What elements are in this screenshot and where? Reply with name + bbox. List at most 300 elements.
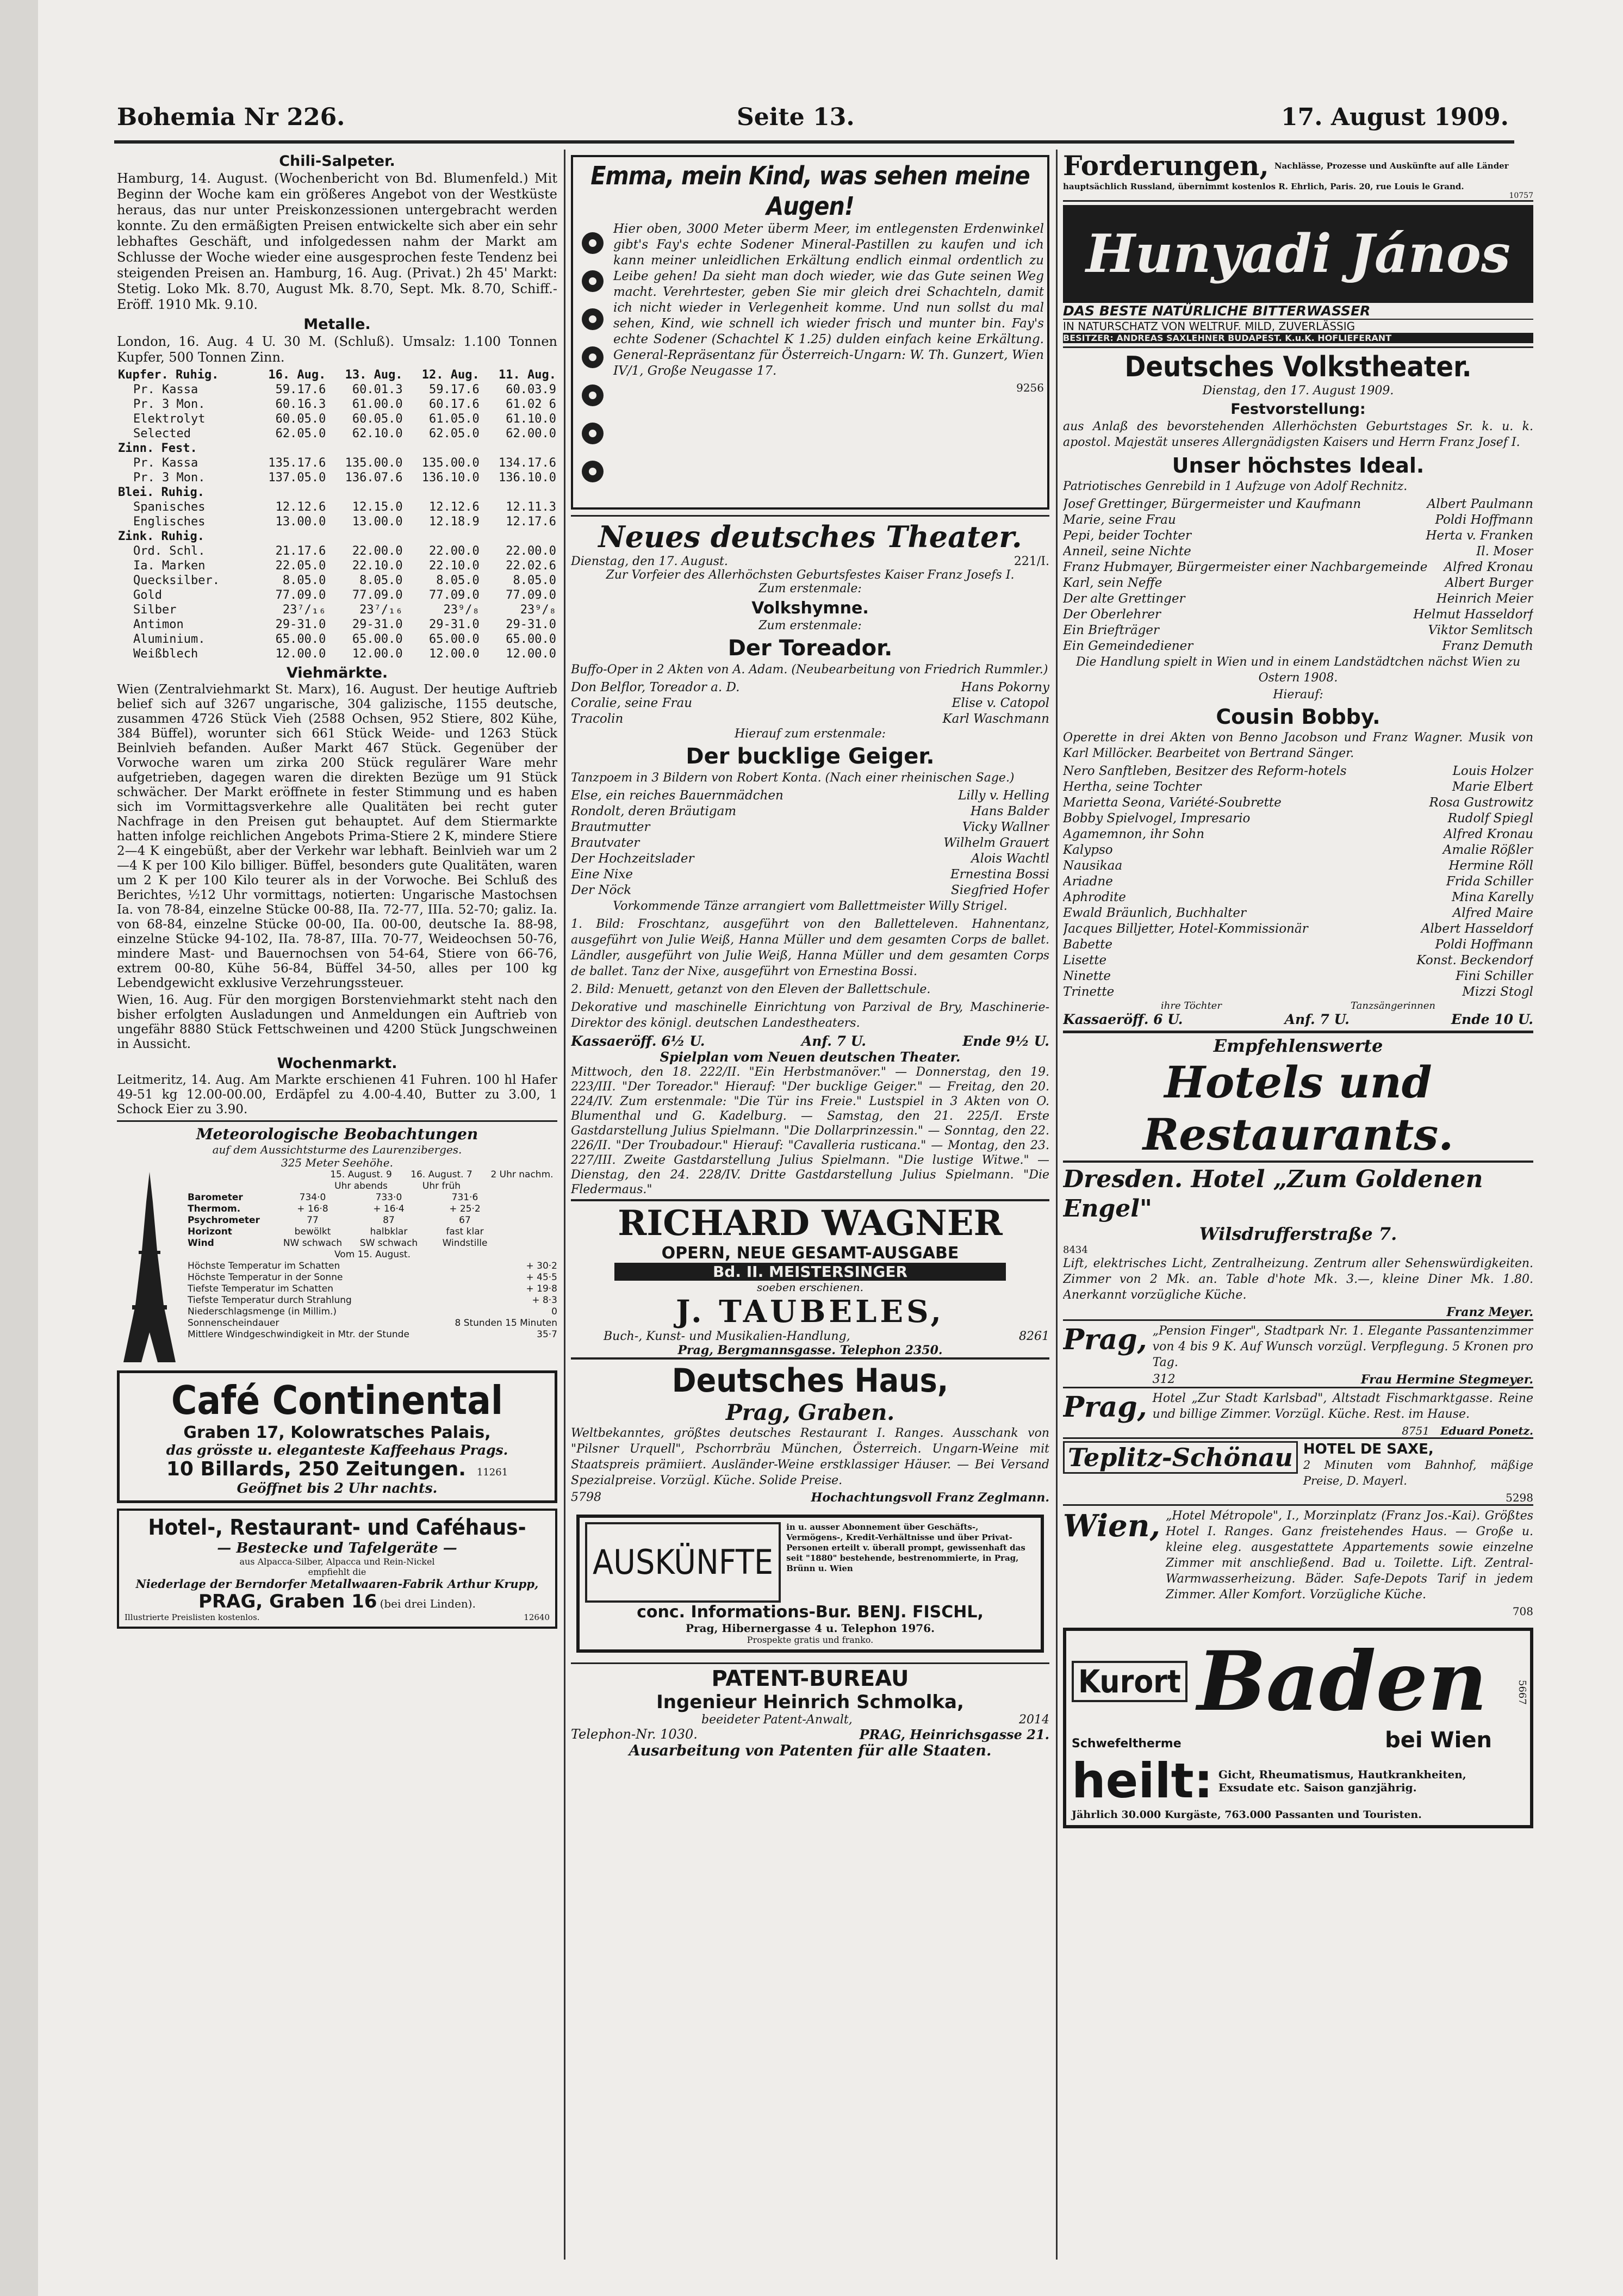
- metal-cell: 77.09.0: [506, 588, 556, 602]
- metal-cell: 137.05.0: [268, 471, 326, 485]
- cast-row: [1063, 512, 1533, 528]
- metalle-text: London, 16. Aug. 4 U. 30 M. (Schluß). Umsalz: 1.100 Tonnen Kupfer, 500 Tonnen Zinn.: [117, 334, 557, 365]
- metal-cell: 29-31.0: [275, 618, 326, 631]
- cast-actor: Mina Karelly: [1452, 890, 1533, 904]
- cast-role: Brautvater: [571, 836, 640, 850]
- metal-row: [117, 559, 557, 573]
- metal-cell: 23⁷/₁₆: [359, 603, 403, 617]
- deutsches-haus-ad: [571, 1357, 1049, 1505]
- metal-cell: 61.02 6: [506, 398, 556, 411]
- metal-row: [117, 426, 557, 441]
- emma-ad: [571, 155, 1049, 510]
- cast-role: Anneil, seine Nichte: [1063, 544, 1191, 559]
- metalle-heading: Metalle.: [303, 316, 371, 333]
- metal-cell: 77.09.0: [352, 588, 403, 602]
- cast-row: [1063, 560, 1533, 575]
- metal-cell: 12.00.0: [429, 647, 480, 661]
- meteo-row: [188, 1192, 557, 1203]
- cast-actor: Ernestina Bossi: [950, 867, 1049, 882]
- metal-cell: 13.00.0: [352, 515, 403, 529]
- prag1-text: „Pension Finger", Stadtpark Nr. 1. Elegante Passantenzimmer von 4 bis 9 K. Auf Wunsch vorzügl. Verpflegung. 5 Kronen pro Tag.: [1152, 1324, 1533, 1369]
- header-center: Seite 13.: [737, 103, 855, 131]
- hotels-section: [1063, 1031, 1533, 1161]
- prag2-title: Prag,: [1063, 1391, 1147, 1424]
- bild-1: 1. Bild: Froschtanz, ausgeführt von den Balletteleven. Hahnentanz, ausgeführt von Julie Weiß, Hanna Müller und dem gesamten Corps de ballet. Ländler, ausgeführt von Julie Weiß, Hanna Müller und dem gesamten Corps de ballet. Tanz der Nixe, ausgeführt von Ernestina Bossi.: [571, 917, 1049, 978]
- meteo-extra-cell: Sonnenscheindauer: [188, 1318, 279, 1329]
- metal-cell: 8.05.0: [359, 574, 403, 587]
- cast-role: Aphrodite: [1063, 890, 1126, 904]
- vieh-text: Wien (Zentralviehmarkt St. Marx), 16. August. Der heutige Auftrieb belief sich auf 3267 ungarische, 304 galizische, 1155 deutsche, zusammen 4726 Stück Vieh (2588 Ochsen, 952 Stiere, 802 Kühe, 384 Büffel), worunter sich 661 Stück Weide- und 1263 Stück Beinlvieh befanden. Außer Markt 467 Stück. Gegenüber der Vorwoche waren um zirka 200 Stück regulärer Ware mehr aufgetrieben, dagegen waren die direkten Bezüge um 91 Stück schwächer. Der Markt eröffnete in fester Stimmung und es haben sich im Vormittagsverkehre alle Qualitäten bei recht guter Nachfrage in den Preisen gut behauptet. Auf dem Stiermarkte hatten infolge reichlichen Angebots Prima-Stiere 2 K, mindere Stiere 2—4 K eingebüßt, aber der Verkehr war lebhaft. Beinlvieh war um 2—4 K per 100 Kilo billiger. Büffel, besonders gute Qualitäten, waren um 2 K per 100 Kilo teurer als in der Vorwoche. Bei Schluß des Berichtes, ½12 Uhr vormittags, notierten: Ungarische Mastochsen Ia. von 78-84, einzelne Stücke 00-88, IIa. 72-77, IIIa. 52-70; galiz. Ia. von 68-84, einzelne Stücke 00-00, IIa. 00-00, deutsche Ia. 88-98, einzelne Stücke 94-102, IIa. 78-87, IIIa. 70-77, Weideochsen 50-76, mindere Mast- und Bauernochsen von 54-64, Stiere von 66-76, extrem 00-80, Kühe 56-84, Büffel 34-50, alles per 100 kg Lebendgewicht exklusive Verzehrungssteuer.: [117, 682, 557, 990]
- metal-cell: Zink. Ruhig.: [118, 530, 204, 543]
- metal-cell: Englisches: [133, 515, 206, 529]
- metal-cell: 23⁷/₁₆: [282, 603, 326, 617]
- cast-row: [1063, 827, 1533, 842]
- metal-cell: Zinn. Fest.: [118, 442, 197, 455]
- ideal-title: Unser höchstes Ideal.: [1172, 454, 1425, 477]
- vt-kassa: Kassaeröff. 6 U.: [1063, 1012, 1183, 1027]
- dh-text: Weltbekanntes, größtes deutsches Restaurant I. Ranges. Ausschank von "Pilsner Urquell", Pschorrbräu München, Österreich. Ungarn-Weine mit Staatspreis prämiiert. Ausländer-Weine erstklassiger Häuser. — Bei Versand Spezialpreise. Vorzügl. Küche. Solide Preise.: [571, 1426, 1049, 1487]
- cast-role: Franz Hubmayer, Bürgermeister einer Nachbargemeinde: [1063, 560, 1428, 574]
- vt-ende: Ende 10 U.: [1451, 1012, 1533, 1027]
- cast-row: [1063, 623, 1533, 638]
- cast-role: Brautmutter: [571, 820, 650, 834]
- forderungen-number: 10757: [1509, 191, 1533, 200]
- meteo-extra-row: [188, 1329, 557, 1341]
- cast-actor: Elise v. Catopol: [952, 696, 1049, 710]
- metal-cell: [481, 485, 557, 500]
- cast-row: [571, 680, 1049, 696]
- auskuenfte-text: in u. ausser Abonnement über Geschäfts-, Vermögens-, Kredit-Verhältnisse und über Privat-Personen erteilt v. überall prompt, gewissenhaft das seit "1880" bestehende, bestrenommierte, in Prag, Brünn u. Wien: [786, 1522, 1025, 1573]
- metal-cell: 22.00.0: [506, 544, 556, 558]
- meteo-cell: 731·6: [451, 1192, 478, 1203]
- cast-row: [1063, 779, 1533, 795]
- forderungen-l2: hauptsächlich Russland, übernimmt kostenlos R. Ehrlich, Paris. 20, rue Louis le Grand.: [1063, 182, 1464, 191]
- prag-pension-ad: [1063, 1319, 1533, 1387]
- ende-time: Ende 9½ U.: [962, 1033, 1049, 1049]
- cast-role: Der alte Grettinger: [1063, 592, 1185, 606]
- metal-row: [117, 470, 557, 485]
- hunyadi-ad: [1063, 200, 1533, 343]
- cast-actor: Il. Moser: [1476, 544, 1533, 559]
- tower-illustration: [117, 1169, 182, 1365]
- vt-date: Dienstag, den 17. August 1909.: [1202, 384, 1394, 398]
- metal-cell: Pr. Kassa: [133, 456, 198, 470]
- toechter-label: ihre Töchter: [1161, 1000, 1222, 1012]
- metal-row: [117, 544, 557, 559]
- cast-role: Lisette: [1063, 953, 1107, 967]
- metal-cell: 29-31.0: [352, 618, 403, 631]
- column-rule-1: [564, 150, 565, 2260]
- cast-actor: Viktor Semlitsch: [1428, 623, 1533, 637]
- taenzer-label: Tanzsängerinnen: [1351, 1000, 1435, 1012]
- cast-actor: Lilly v. Helling: [958, 789, 1049, 803]
- geiger-note: Vorkommende Tänze arrangiert vom Ballettmeister Willy Strigel.: [613, 899, 1008, 913]
- cast-row: [571, 820, 1049, 835]
- theater-number: 221/I.: [1013, 555, 1049, 568]
- meteo-cell: Thermom.: [188, 1203, 241, 1214]
- metal-cell: 135.17.6: [268, 456, 326, 470]
- header-left: Bohemia Nr 226.: [117, 103, 345, 131]
- metal-cell: 135.00.0: [421, 456, 480, 470]
- bobby-cast: [1063, 764, 1533, 1000]
- ideal-cast: [1063, 497, 1533, 654]
- metal-cell: 12.17.6: [506, 515, 556, 529]
- cast-role: Karl, sein Neffe: [1063, 576, 1162, 590]
- cast-role: Bobby Spielvogel, Impresario: [1063, 811, 1251, 826]
- theater-date: Dienstag, den 17. August.: [571, 555, 728, 568]
- prag1-number: 312: [1152, 1373, 1176, 1386]
- hotel-geraete-l1: — Bestecke und Tafelgeräte —: [217, 1540, 457, 1556]
- hotel-geraete-l6: Illustrierte Preislisten kostenlos.: [125, 1612, 260, 1622]
- forderungen-small: Nachlässe, Prozesse und Auskünfte auf alle Länder: [1274, 160, 1509, 171]
- cast-actor: Fini Schiller: [1456, 969, 1533, 983]
- meteo-cell: 67: [459, 1215, 471, 1226]
- meteo-cell: + 16·8: [297, 1203, 328, 1214]
- cast-actor: Karl Waschmann: [942, 712, 1049, 726]
- patent-number: 2014: [1019, 1713, 1049, 1727]
- wien-number: 708: [1512, 1605, 1533, 1618]
- meteo-cell: + 16·4: [373, 1203, 405, 1214]
- metal-cell: 60.05.0: [275, 412, 326, 426]
- wien-title: Wien,: [1063, 1508, 1161, 1544]
- hotel-geraete-number: 12640: [524, 1612, 550, 1622]
- metal-cell: Pr. 3 Mon.: [133, 398, 206, 411]
- dh-sign: Hochachtungsvoll Franz Zeglmann.: [811, 1491, 1049, 1505]
- metal-cell: 12.15.0: [352, 500, 403, 514]
- meteo-extra-cell: + 45·5: [526, 1272, 557, 1283]
- teplitz-number: 5298: [1506, 1491, 1533, 1504]
- meteo-extra-row: [188, 1261, 557, 1272]
- cast-role: Jacques Billjetter, Hotel-Kommissionär: [1063, 922, 1308, 936]
- metal-cell: Gold: [133, 588, 162, 602]
- metal-cell: 136.10.0: [499, 471, 556, 485]
- cafe-continental-ad: [117, 1370, 557, 1503]
- cast-row: [1063, 544, 1533, 560]
- meteo-extra-row: [188, 1283, 557, 1295]
- geiger-title: Der bucklige Geiger.: [686, 744, 935, 769]
- metal-row: [117, 382, 557, 397]
- cast-role: Marie, seine Frau: [1063, 513, 1176, 527]
- meteo-cell: SW schwach: [359, 1238, 418, 1249]
- spielplan-heading: Spielplan vom Neuen deutschen Theater.: [660, 1049, 961, 1065]
- page-header: [117, 103, 1509, 141]
- cast-role: Pepi, beider Tochter: [1063, 529, 1192, 543]
- cast-actor: Poldi Hoffmann: [1435, 513, 1533, 527]
- theater-l1: Zur Vorfeier des Allerhöchsten Geburtsfestes Kaiser Franz Josefs I.: [606, 568, 1015, 582]
- cast-role: Ein Gemeindediener: [1063, 639, 1193, 653]
- metal-header-cell: 13. Aug.: [345, 368, 403, 382]
- metal-cell: Aluminium.: [133, 632, 206, 646]
- cast-actor: Wilhelm Grauert: [943, 836, 1049, 850]
- metal-cell: Pr. 3 Mon.: [133, 471, 206, 485]
- cast-role: Eine Nixe: [571, 867, 633, 882]
- auskuenfte-l4: Prospekte gratis und franko.: [747, 1635, 874, 1645]
- metal-cell: Quecksilber.: [133, 574, 220, 587]
- metal-cell: Pr. Kassa: [133, 383, 198, 396]
- metal-cell: 8.05.0: [436, 574, 480, 587]
- metal-row: [117, 397, 557, 412]
- metal-cell: [327, 529, 403, 544]
- cast-row: [1063, 764, 1533, 779]
- baden-heilt: heilt:: [1072, 1753, 1213, 1809]
- meteo-extra-cell: + 19·8: [526, 1283, 557, 1294]
- volkshymne-title: Volkshymne.: [751, 599, 869, 618]
- metal-row: [117, 485, 557, 500]
- dresden-ad: [1063, 1161, 1533, 1319]
- metal-cell: 136.07.6: [345, 471, 403, 485]
- metal-cell: 12.00.0: [352, 647, 403, 661]
- metal-cell: [327, 441, 403, 456]
- metal-cell: Elektrolyt: [133, 412, 206, 426]
- cast-row: [1063, 921, 1533, 937]
- cast-row: [1063, 795, 1533, 811]
- dh-sub: Prag, Graben.: [725, 1400, 895, 1425]
- meteo-cell: fast klar: [446, 1226, 484, 1237]
- metal-cell: 77.09.0: [429, 588, 480, 602]
- meteo-cell: + 25·2: [449, 1203, 481, 1214]
- vt-times: [1063, 1012, 1533, 1027]
- meteo-cell: Barometer: [188, 1192, 243, 1203]
- cast-actor: Helmut Hasseldorf: [1413, 607, 1533, 622]
- meteo-extra-cell: + 8·3: [532, 1295, 557, 1306]
- cast-actor: Siegfried Hofer: [951, 883, 1049, 897]
- hotel-geraete-l3: empfiehlt die: [308, 1567, 366, 1577]
- wagner-l2: Bd. II. MEISTERSINGER: [614, 1263, 1006, 1281]
- theater-times: [571, 1033, 1049, 1049]
- cast-row: [1063, 638, 1533, 654]
- wagner-ad: [571, 1199, 1049, 1357]
- baden-text: Gicht, Rheumatismus, Hautkrankheiten, Exsudate etc. Saison ganzjährig.: [1218, 1767, 1466, 1794]
- metal-row: [117, 603, 557, 617]
- cast-row: [571, 851, 1049, 867]
- page-gutter: [0, 0, 38, 2296]
- volkstheater-program: [1063, 346, 1533, 1027]
- meteo-extra-cell: 0: [551, 1306, 557, 1317]
- baden-kurort: Kurort: [1072, 1661, 1187, 1702]
- meteo-sub: auf dem Aussichtsturme des Laurenziberges.: [212, 1143, 462, 1156]
- metal-cell: [481, 441, 557, 456]
- cast-role: Ninette: [1063, 969, 1111, 983]
- cafe-address: Graben 17, Kolowratsches Palais,: [183, 1423, 491, 1442]
- cafe-slogan: das grösste u. eleganteste Kaffeehaus Prags.: [166, 1442, 508, 1458]
- cast-role: Der Nöck: [571, 883, 632, 897]
- metal-header-cell: Kupfer. Ruhig.: [118, 368, 219, 382]
- bild-2: 2. Bild: Menuett, getanzt von den Eleven der Ballettschule.: [571, 983, 931, 996]
- patent-l2: beeideter Patent-Anwalt,: [701, 1713, 853, 1727]
- auskuenfte-title: AUSKÜNFTE: [585, 1522, 781, 1603]
- metal-cell: 22.05.0: [275, 559, 326, 573]
- cast-row: [571, 883, 1049, 898]
- cast-row: [571, 835, 1049, 851]
- metal-row: [117, 632, 557, 647]
- prag-karlsbad-ad: [1063, 1387, 1533, 1437]
- hunyadi-l2: IN NATURSCHATZ VON WELTRUF. MILD, ZUVERLÄSSIG: [1063, 320, 1355, 333]
- meteo-cell: 734·0: [299, 1192, 326, 1203]
- ornament-icon: [576, 221, 609, 504]
- metal-cell: 62.05.0: [429, 427, 480, 440]
- cast-role: Ein Briefträger: [1063, 623, 1159, 637]
- meteo-extra-cell: Höchste Temperatur im Schatten: [188, 1261, 340, 1271]
- meteo-cell: Wind: [188, 1238, 214, 1249]
- metal-cell: 22.02.6: [506, 559, 556, 573]
- meteo-row: [188, 1215, 557, 1226]
- hotel-geraete-l5: PRAG, Graben 16: [198, 1591, 377, 1612]
- metal-cell: 134.17.6: [499, 456, 556, 470]
- metal-cell: 62.00.0: [506, 427, 556, 440]
- cast-row: [1063, 497, 1533, 512]
- cafe-billards: 10 Billards, 250 Zeitungen.: [166, 1458, 466, 1480]
- prag2-sign: Eduard Ponetz.: [1440, 1424, 1533, 1437]
- metal-cell: 8.05.0: [282, 574, 326, 587]
- cast-row: [571, 867, 1049, 883]
- cast-role: Coralie, seine Frau: [571, 696, 693, 710]
- metal-cell: 12.12.6: [429, 500, 480, 514]
- cast-row: [1063, 937, 1533, 953]
- meteo-cell: halbklar: [370, 1226, 408, 1237]
- vt-text: aus Anlaß des bevorstehenden Allerhöchsten Geburtstages Sr. k. u. k. apostol. Majestät unseres Allergnädigsten Kaisers und Herrn Franz Josef I.: [1063, 420, 1533, 449]
- metal-header-cell: 12. Aug.: [421, 368, 480, 382]
- metal-cell: 23⁹/₈: [520, 603, 556, 617]
- metal-row: [117, 500, 557, 514]
- emma-text: Hier oben, 3000 Meter überm Meer, im entlegensten Erdenwinkel gibt's Fay's echte Sodener Mineral-Pastillen zu kaufen und ich kann meiner unleidlichen Erkältung endlich einmal ordentlich zu Leibe gehen! Da sieht man doch wieder, wie das Gute seinen Weg macht. Verehrtester, geben Sie mir gleich drei Schachteln, damit ich nicht wieder in Verlegenheit komme. Und nun sollst du mal sehen, Kind, wie schnell ich wieder frisch und munter bin. Fay's echte Sodener (Schachtel K 1.25) dulden einfach keine Erkältung. General-Repräsentanz für Österreich-Ungarn: W. Th. Gunzert, Wien IV/1, Große Neugasse 17.: [613, 222, 1044, 378]
- taubeles-title: J. TAUBELES,: [675, 1294, 945, 1330]
- cast-actor: Marie Elbert: [1452, 780, 1533, 794]
- cast-role: Marietta Seona, Variété-Soubrette: [1063, 796, 1282, 810]
- theater-l2: Zum erstenmale:: [758, 582, 862, 595]
- cast-row: [571, 804, 1049, 820]
- theater-program: [571, 515, 1049, 1197]
- metal-cell: 59.17.6: [275, 383, 326, 396]
- metal-cell: 136.10.0: [421, 471, 480, 485]
- meteo-cell: 77: [307, 1215, 319, 1226]
- cast-row: [571, 696, 1049, 711]
- cast-row: [1063, 607, 1533, 623]
- chili-text: Hamburg, 14. August. (Wochenbericht von Bd. Blumenfeld.) Mit Beginn der Woche kam ein größeres Angebot von der Westküste heraus, das nur unter Preiskonzessionen untergebracht werden konnte. Zu den ermäßigten Preisen entwickelte sich aber ein sehr lebhaftes Geschäft, und infolgedessen nahm der Markt am Schlusse der Woche wieder eine ausgesprochen feste Tendenz bei steigenden Preisen an. Hamburg, 16. Aug. (Privat.) 2h 45' Markt: Stetig. Loko Mk. 8.70, August Mk. 8.70, Sept. Mk. 8.70, Schiff.-Eröff. 1910 Mk. 9.10.: [117, 171, 557, 312]
- baden-schwefel: Schwefeltherme: [1072, 1737, 1182, 1751]
- cast-actor: Franz Demuth: [1442, 639, 1533, 653]
- metal-cell: 12.00.0: [275, 647, 326, 661]
- metal-cell: [404, 441, 481, 456]
- metal-cell: 21.17.6: [275, 544, 326, 558]
- meteo-extra-cell: Tiefste Temperatur durch Strahlung: [188, 1295, 352, 1306]
- wien-metropole-ad: [1063, 1504, 1533, 1618]
- meteo-rows: [117, 1192, 557, 1249]
- prag1-sign: Frau Hermine Stegmeyer.: [1360, 1373, 1533, 1387]
- wagner-l1: OPERN, NEUE GESAMT-AUSGABE: [661, 1244, 959, 1263]
- wochenmarkt-heading: Wochenmarkt.: [277, 1055, 397, 1072]
- metal-cell: 23⁹/₈: [443, 603, 480, 617]
- metal-cell: 61.05.0: [429, 412, 480, 426]
- baden-number: 5667: [1516, 1680, 1528, 1705]
- patent-ad: [571, 1662, 1049, 1759]
- teplitz-name: HOTEL DE SAXE,: [1303, 1441, 1434, 1457]
- emma-number: 9256: [1016, 381, 1044, 394]
- meteo-cell: Horizont: [188, 1226, 232, 1237]
- metal-cell: [481, 529, 557, 544]
- metal-prices-table: [117, 368, 557, 661]
- cast-actor: Albert Hasseldorf: [1421, 922, 1533, 936]
- ideal-note: Die Handlung spielt in Wien und in einem Landstädtchen nächst Wien zu Ostern 1908.: [1075, 655, 1521, 685]
- metal-row: [117, 529, 557, 544]
- cast-role: Der Oberlehrer: [1063, 607, 1161, 622]
- metal-row: [117, 412, 557, 426]
- cast-actor: Vicky Wallner: [962, 820, 1049, 834]
- dresden-street: Wilsdrufferstraße 7.: [1199, 1224, 1397, 1244]
- metal-row: [117, 588, 557, 603]
- cast-row: [1063, 811, 1533, 827]
- cast-role: Else, ein reiches Bauernmädchen: [571, 789, 783, 803]
- metal-cell: Ia. Marken: [133, 559, 206, 573]
- toreador-title: Der Toreador.: [727, 636, 893, 661]
- patent-l3: Telephon-Nr. 1030.: [571, 1727, 698, 1742]
- baden-l: Jährlich 30.000 Kurgäste, 763.000 Passanten und Touristen.: [1072, 1809, 1422, 1821]
- metal-row: [117, 617, 557, 632]
- kassa-time: Kassaeröff. 6½ U.: [571, 1033, 705, 1049]
- toreador-desc: Buffo-Oper in 2 Akten von A. Adam. (Neubearbeitung von Friedrich Rummler.): [571, 663, 1048, 677]
- cast-row: [1063, 905, 1533, 921]
- cast-row: [571, 788, 1049, 804]
- cafe-hours: Geöffnet bis 2 Uhr nachts.: [237, 1480, 438, 1496]
- cast-actor: Alois Wachtl: [971, 852, 1049, 866]
- cast-actor: Albert Paulmann: [1427, 497, 1533, 511]
- meteo-data: [117, 1169, 557, 1341]
- hunyadi-l1: DAS BESTE NATÜRLICHE BITTERWASSER: [1063, 303, 1533, 320]
- cast-row: [1063, 528, 1533, 544]
- metal-cell: 62.05.0: [275, 427, 326, 440]
- metal-cell: 29-31.0: [506, 618, 556, 631]
- meteo-extra: [117, 1261, 557, 1341]
- teplitz-ad: [1063, 1437, 1533, 1504]
- metal-cell: 59.17.6: [429, 383, 480, 396]
- cast-row: [1063, 890, 1533, 905]
- baden-ad: [1063, 1628, 1533, 1828]
- cast-actor: Rosa Gustrowitz: [1429, 796, 1533, 810]
- vieh-heading: Viehmärkte.: [286, 665, 388, 681]
- cast-row: [1063, 953, 1533, 969]
- metal-cell: 65.00.0: [275, 632, 326, 646]
- cast-role: Kalypso: [1063, 843, 1113, 857]
- cast-row: [571, 711, 1049, 727]
- meteo-extra-row: [188, 1272, 557, 1283]
- cast-role: Der Hochzeitslader: [571, 852, 694, 866]
- metal-cell: Weißblech: [133, 647, 198, 661]
- auskuenfte-l3: Prag, Hibernergasse 4 u. Telephon 1976.: [685, 1622, 935, 1635]
- header-rule: [114, 140, 1514, 144]
- cast-row: [1063, 591, 1533, 607]
- metal-row: [117, 514, 557, 529]
- column-theater: [571, 150, 1049, 2260]
- cast-actor: Poldi Hoffmann: [1435, 938, 1533, 952]
- meteo-cell: Windstille: [442, 1238, 488, 1249]
- metal-header-cell: 11. Aug.: [499, 368, 556, 382]
- vt-fest: Festvorstellung:: [1230, 401, 1366, 418]
- wien-text: „Hotel Métropole", I., Morzinplatz (Franz Jos.-Kai). Größtes Hotel I. Ranges. Ganz freistehendes Haus. — Große u. kleine eleg. ausgestattete Appartements sowie einzelne Zimmer mit anschließend. Bad u. Toilette. Lift. Zentral-Warmwasserheizung. Bäder. Safe-Depots Tarif in jedem Zimmer. Aller Komfort. Vorzügliche Küche.: [1166, 1509, 1533, 1602]
- metal-cell: 65.00.0: [506, 632, 556, 646]
- cast-role: Babette: [1063, 938, 1113, 952]
- metal-cell: 12.00.0: [506, 647, 556, 661]
- dresden-text: Lift, elektrisches Licht, Zentralheizung. Zentrum aller Sehenswürdigkeiten. Zimmer von 2 Mk. an. Table d'hote Mk. 3.—, kleine Diner Mk. 1.80. Anerkannt vorzügliche Küche.: [1063, 1257, 1533, 1302]
- metal-cell: 60.05.0: [352, 412, 403, 426]
- meteo-block: [117, 1120, 557, 1365]
- cast-actor: Rudolf Spiegl: [1447, 811, 1533, 826]
- bobby-title: Cousin Bobby.: [1216, 705, 1381, 729]
- meteo-row: [188, 1203, 557, 1215]
- cast-role: Josef Grettinger, Bürgermeister und Kaufmann: [1063, 497, 1361, 511]
- meteo-extra-row: [188, 1306, 557, 1318]
- prag2-text: Hotel „Zur Stadt Karlsbad", Altstadt Fischmarktgasse. Reine und billige Zimmer. Vorzügl. Küche. Rest. im Hause.: [1152, 1392, 1533, 1421]
- meteo-vom: Vom 15. August.: [334, 1249, 411, 1260]
- patent-l1: Ingenieur Heinrich Schmolka,: [656, 1691, 964, 1713]
